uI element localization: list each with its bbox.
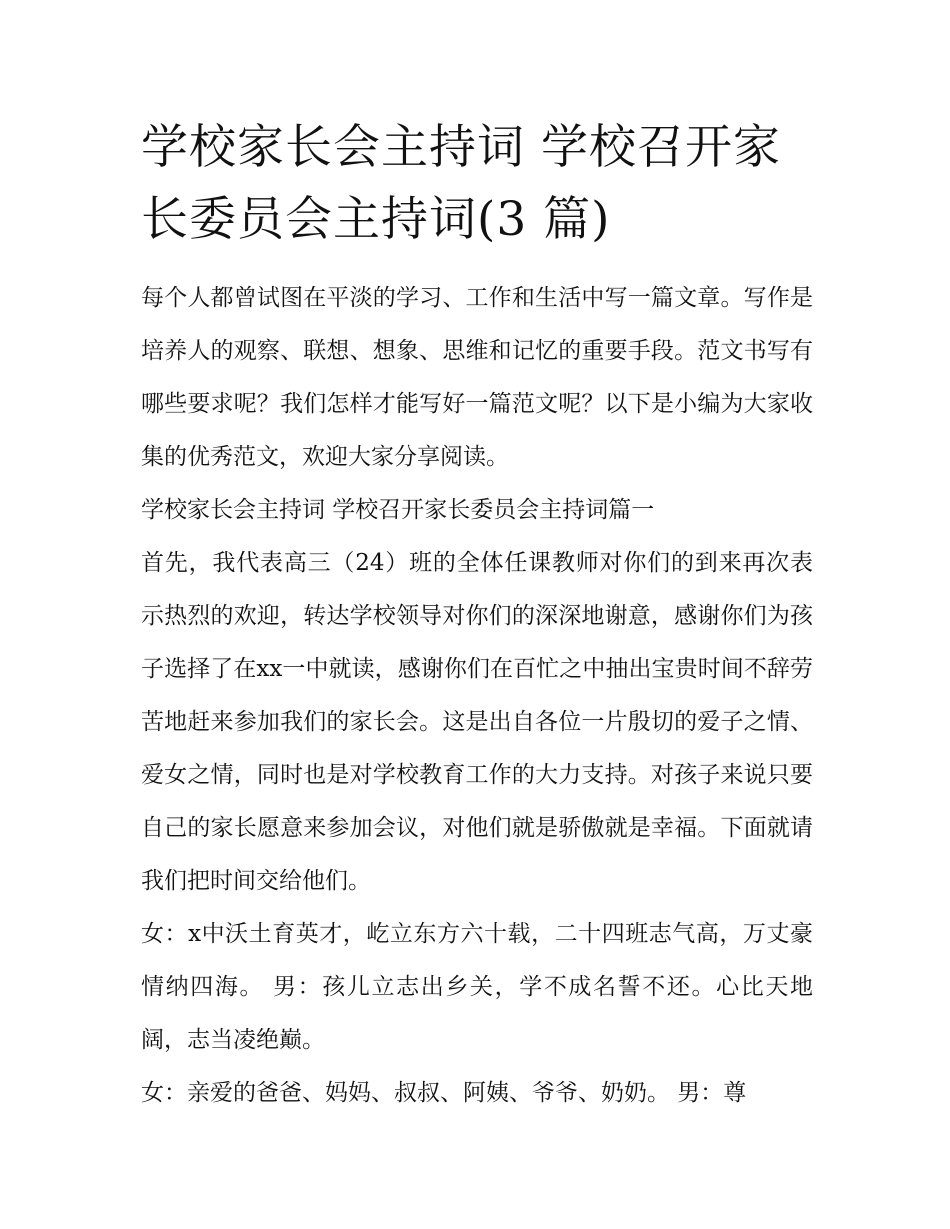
document-page xyxy=(141,112,813,1120)
body-paragraph: 首先，我代表高三（24）班的全体任课教师对你们的到来再次表示热烈的欢迎，转达学校领导对你们的深深地谢意，感谢你们为孩子选择了在xx一中就读，感谢你们在百忙之中抽出宝贵时间不辞劳苦地赶来参加我们的家长会。这是出自各位一片殷切的爱子之情、爱女之情，同时也是对学校教育工作的大力支持。对孩子来说只要自己的家长愿意来参加会议，对他们就是骄傲就是幸福。下面就请我们把时间交给他们。 xyxy=(141,550,813,894)
intro-paragraph: 每个人都曾试图在平淡的学习、工作和生活中写一篇文章。写作是培养人的观察、联想、想象、思维和记忆的重要手段。范文书写有哪些要求呢？我们怎样才能写好一篇范文呢？以下是小编为大家收集的优秀范文，欢迎大家分享阅读。 xyxy=(141,285,813,470)
document-title: 学校家长会主持词 学校召开家长委员会主持词(3 篇) xyxy=(141,120,781,247)
section-heading: 学校家长会主持词 学校召开家长委员会主持词篇一 xyxy=(141,497,655,523)
dialogue-paragraph: 女：亲爱的爸爸、妈妈、叔叔、阿姨、爷爷、奶奶。 男：尊 xyxy=(141,1080,747,1106)
dialogue-paragraph: 女：x中沃土育英才，屹立东方六十载，二十四班志气高，万丈豪情纳四海。 男：孩儿立志出乡关，学不成名誓不还。心比天地阔，志当凌绝巅。 xyxy=(141,921,813,1053)
